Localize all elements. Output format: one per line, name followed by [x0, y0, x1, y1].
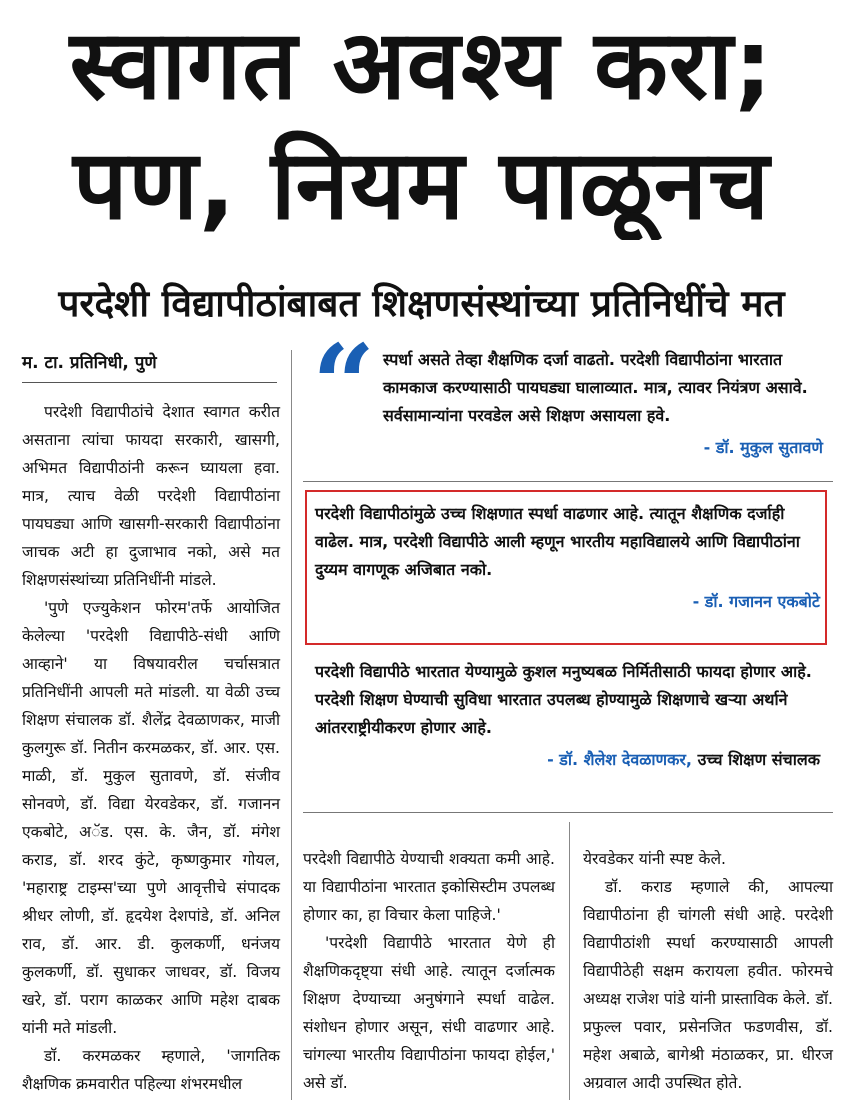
column-divider-2: [569, 822, 570, 1100]
quote-text: परदेशी विद्यापीठे भारतात येण्यामुळे कुशल मनुष्यबळ निर्मितीसाठी फायदा होणार आहे. परदेशी शिक्षण घेण्याची सुविधा भारतात उपलब्ध होण्यामुळे शिक्षणाचे खऱ्या अर्थाने आंतरराष्ट्रीयीकरण होणार आहे.: [315, 662, 812, 737]
quote-attribution: - डॉ. शैलेश देवळाणकर,: [547, 750, 692, 769]
quote-text: स्पर्धा असते तेव्हा शैक्षणिक दर्जा वाढतो. परदेशी विद्यापीठांना भारतात कामकाज करण्यासाठी पायघड्या घालाव्यात. मात्र, त्यावर नियंत्रण असावे. सर्वसामान्यांना परवडेल असे शिक्षण असायला हवे.: [383, 350, 808, 425]
quote-text: परदेशी विद्यापीठांमुळे उच्च शिक्षणात स्पर्धा वाढणार आहे. त्यातून शैक्षणिक दर्जाही वाढेल. मात्र, परदेशी विद्यापीठे आली म्हणून भारतीय महाविद्यालये आणि विद्यापीठांना दुय्यम वागणूक अजिबात नको.: [315, 504, 800, 579]
quote-attribution-line: [315, 746, 820, 774]
body-column-3: [583, 845, 833, 1097]
quote-attribution: - डॉ. मुकुल सुतावणे: [703, 438, 823, 457]
paragraph: परदेशी विद्यापीठे येण्याची शक्यता कमी आहे. या विद्यापीठांना भारतात इकोसिस्टीम उपलब्ध होणार का, हा विचार केला पाहिजे.': [303, 850, 555, 924]
quote-block-2: [315, 500, 820, 616]
paragraph: परदेशी विद्यापीठांचे देशात स्वागत करीत असताना त्यांचा फायदा सरकारी, खासगी, अभिमत विद्यापीठांनी करून घ्यायला हवा. मात्र, त्याच वेळी परदेशी विद्यापीठांना पायघड्या आणि खासगी-सरकारी विद्यापीठांना जाचक अटी हा दुजाभाव नको, असे मत शिक्षणसंस्थांच्या प्रतिनिधींनी मांडले.: [22, 403, 280, 589]
body-column-2: [303, 845, 555, 1097]
paragraph: डॉ. करमळकर म्हणाले, 'जागतिक शैक्षणिक क्रमवारीत पहिल्या शंभरमधील: [22, 1047, 280, 1093]
quote-block-1: [383, 346, 823, 462]
headline-line-2: पण, नियम पाळूनच: [72, 130, 771, 240]
section-divider: [303, 481, 833, 482]
quote-block-3: [315, 658, 820, 774]
paragraph: डॉ. कराड म्हणाले की, आपल्या विद्यापीठांना ही चांगली संधी आहे. परदेशी विद्यापीठांशी स्पर्धा करण्यासाठी आपली विद्यापीठेही सक्षम करायला हवीत. फोरमचे अध्यक्ष राजेश पांडे यांनी प्रास्ताविक केले. डॉ. प्रफुल्ल पवार, प्रसेनजित फडणवीस, डॉ. महेश अबाळे, बागेश्री मंठाळकर, प्रा. धीरज अग्रवाल आदी उपस्थित होते.: [583, 878, 833, 1092]
subheadline: परदेशी विद्यापीठांबाबत शिक्षणसंस्थांच्या प्रतिनिधींचे मत: [58, 282, 785, 325]
paragraph: 'पुणे एज्युकेशन फोरम'तर्फे आयोजित केलेल्या 'परदेशी विद्यापीठे-संधी आणि आव्हाने' या विषयावरील चर्चासत्रात प्रतिनिधींनी आपली मते मांडली. या वेळी उच्च शिक्षण संचालक डॉ. शैलेंद्र देवळाणकर, माजी कुलगुरू डॉ. नितीन करमळकर, डॉ. आर. एस. माळी, डॉ. मुकुल सुतावणे, डॉ. संजीव सोनवणे, डॉ. विद्या येरवडेकर, डॉ. गजानन एकबोटे, अॅड. एस. के. जैन, डॉ. मंगेश कराड, डॉ. शरद कुंटे, कृष्णकुमार गोयल, 'महाराष्ट्र टाइम्स'च्या पुणे आवृत्तीचे संपादक श्रीधर लोणी, डॉ. हृदयेश देशपांडे, डॉ. अनिल राव, डॉ. आर. डी. कुलकर्णी, धनंजय कुलकर्णी, डॉ. सुधाकर जाधवर, डॉ. विजय खरे, डॉ. पराग काळकर आणि महेश दाबक यांनी मते मांडली.: [22, 599, 280, 1037]
column-divider-1: [291, 350, 292, 1100]
headline-line-1: स्वागत अवश्य करा;: [69, 10, 774, 120]
paragraph: 'परदेशी विद्यापीठे भारतात येणे ही शैक्षणिकदृष्ट्या संधी आहे. त्यातून दर्जात्मक शिक्षण देण्याच्या अनुषंगाने स्पर्धा वाढेल. संशोधन होणार असून, संधी वाढणार आहे. चांगल्या भारतीय विद्यापीठांना फायदा होईल,' असे डॉ.: [303, 934, 555, 1092]
quote-attribution: - डॉ. गजानन एकबोटे: [692, 592, 820, 611]
section-divider: [303, 812, 833, 813]
quote-role: उच्च शिक्षण संचालक: [697, 750, 820, 769]
body-column-1: [22, 398, 280, 1098]
quote-mark-icon: “: [312, 320, 376, 449]
byline: म. टा. प्रतिनिधी, पुणे: [22, 353, 157, 373]
paragraph: येरवडेकर यांनी स्पष्ट केले.: [583, 850, 726, 868]
byline-divider: [22, 382, 277, 383]
